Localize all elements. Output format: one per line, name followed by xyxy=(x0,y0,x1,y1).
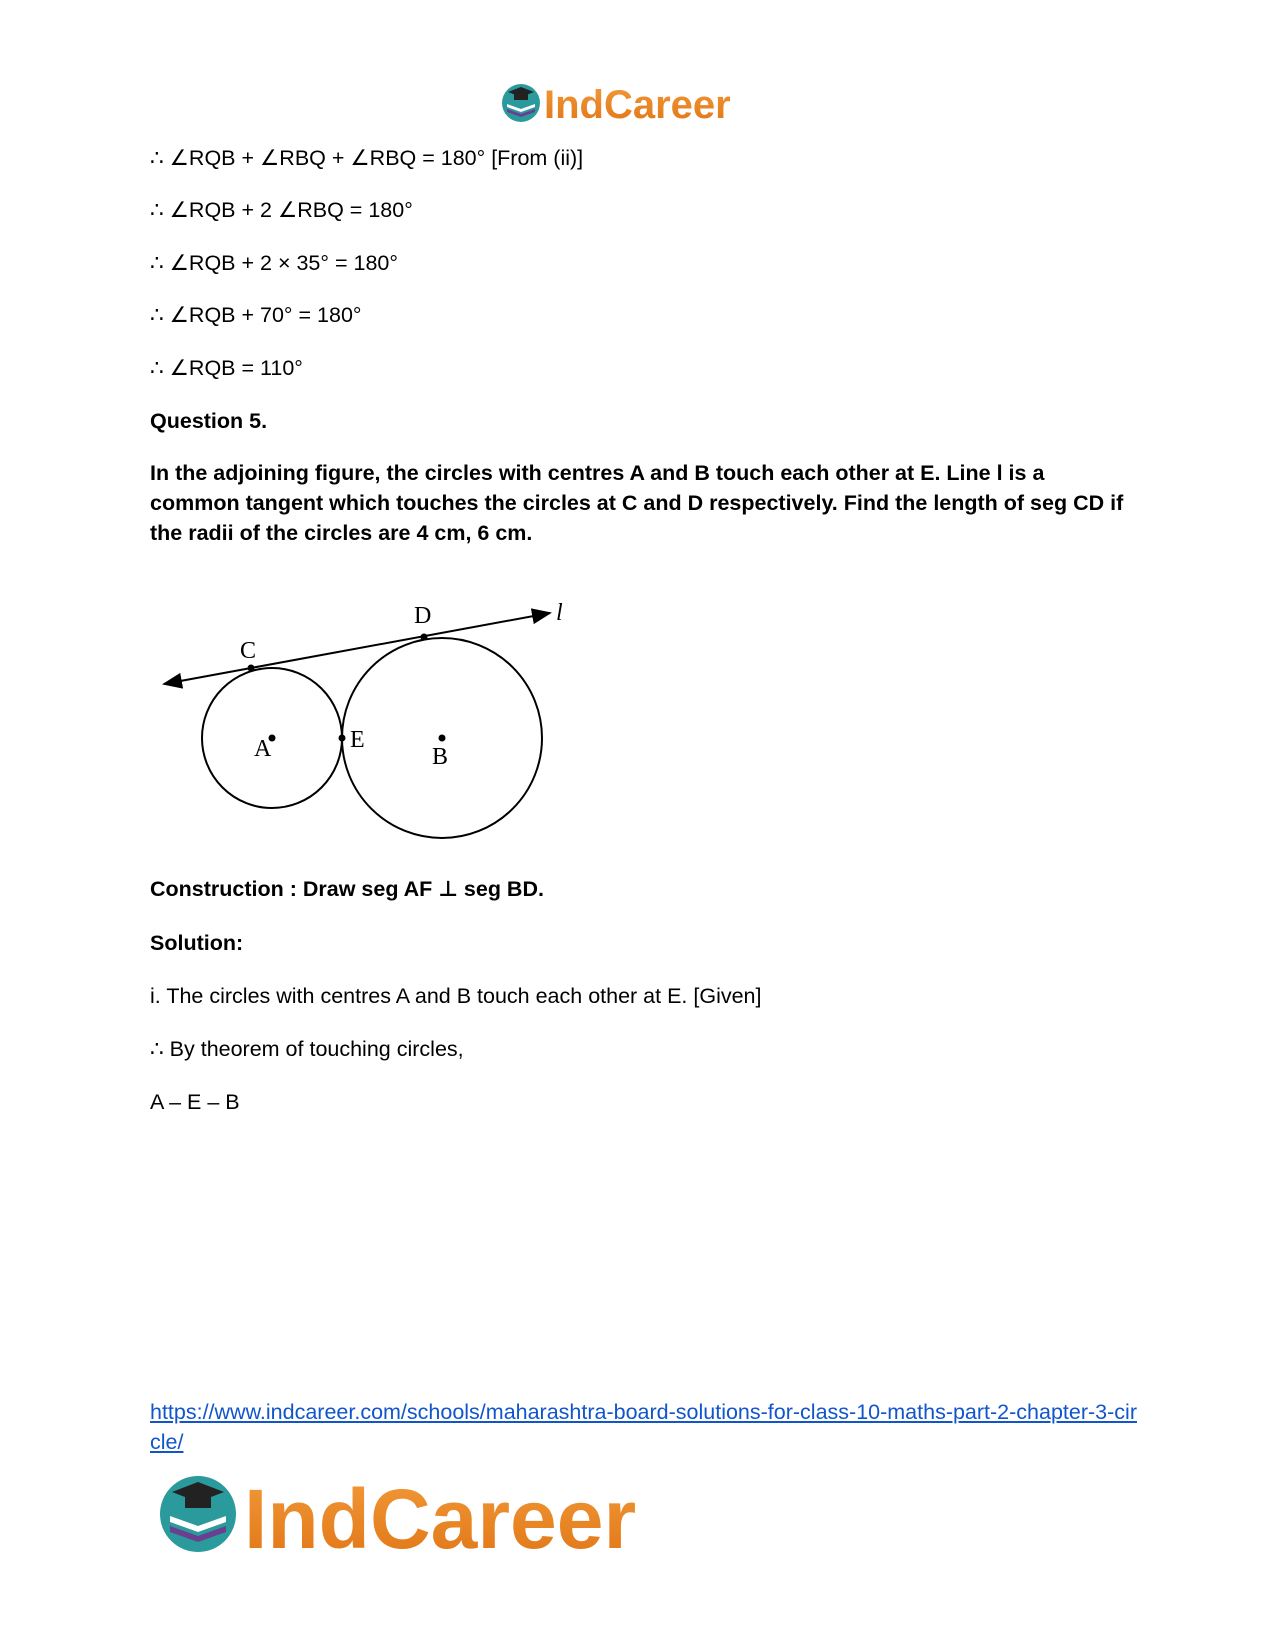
graduation-book-icon xyxy=(160,1476,236,1552)
solution-line: A – E – B xyxy=(150,1090,240,1114)
point-b xyxy=(439,735,446,742)
graduation-book-icon xyxy=(502,84,540,122)
construction-text: Construction : Draw seg AF ⊥ seg BD. xyxy=(150,877,544,901)
question-title: Question 5. xyxy=(150,409,268,433)
point-e xyxy=(339,735,346,742)
label-b: B xyxy=(432,744,449,770)
solution-title: Solution: xyxy=(150,931,244,955)
step-line: ∴ ∠RQB + 2 ∠RBQ = 180° xyxy=(150,198,413,222)
indcareer-logo-bottom xyxy=(158,1466,698,1561)
solution-line: i. The circles with centres A and B touch each other at E. [Given] xyxy=(150,984,762,1008)
label-c: C xyxy=(240,638,257,664)
source-link[interactable]: https://www.indcareer.com/schools/maharashtra-board-solutions-for-class-10-maths-part-2-chapter-3-circle/ xyxy=(150,1400,1137,1454)
point-d xyxy=(421,634,428,641)
step-line: ∴ ∠RQB + 70° = 180° xyxy=(150,303,362,327)
solution-line: ∴ By theorem of touching circles, xyxy=(150,1037,464,1061)
point-c xyxy=(248,665,255,672)
step-line: ∴ ∠RQB + ∠RBQ + ∠RBQ = 180° [From (ii)] xyxy=(150,146,584,170)
label-e: E xyxy=(350,727,365,753)
touching-circles-figure xyxy=(150,600,570,860)
logo-text: IndCareer xyxy=(244,1472,637,1561)
question-text: In the adjoining figure, the circles with centres A and B touch each other at E. Line l is a common tangent which touches the circles at C and D respectively. Find the length of seg CD if the radii of the circles are 4 cm, 6 cm. xyxy=(150,461,1124,545)
step-line: ∴ ∠RQB + 2 × 35° = 180° xyxy=(150,251,398,275)
label-d: D xyxy=(414,603,432,629)
label-a: A xyxy=(254,736,272,762)
indcareer-logo-top xyxy=(500,78,780,128)
logo-text: IndCareer xyxy=(544,83,731,127)
label-l: l xyxy=(556,600,563,626)
step-line: ∴ ∠RQB = 110° xyxy=(150,356,303,380)
